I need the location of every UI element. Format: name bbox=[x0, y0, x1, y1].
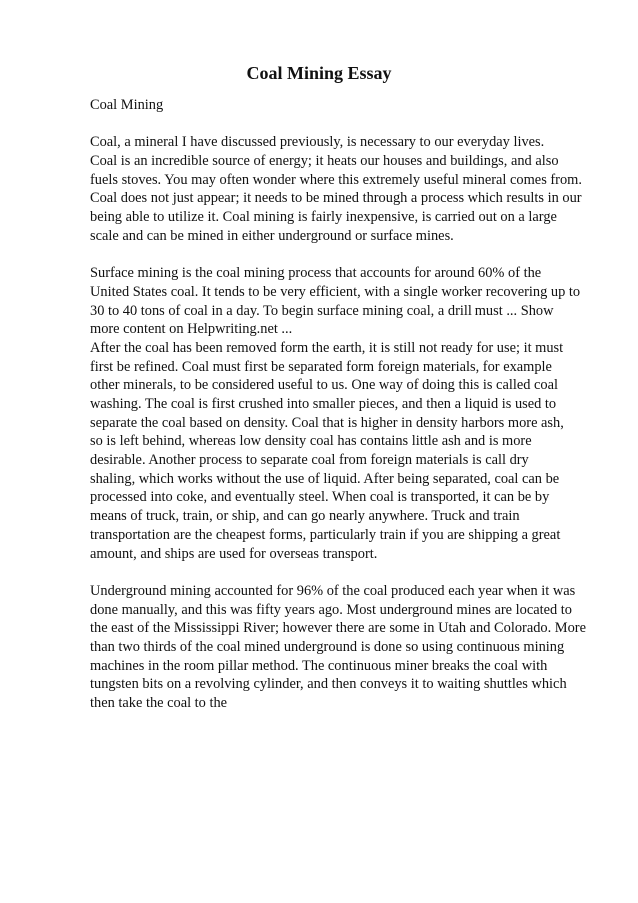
paragraph-gap bbox=[90, 246, 590, 265]
text-line: separate the coal based on density. Coal that is higher in density harbors more ash, bbox=[90, 414, 564, 431]
paragraph-gap bbox=[90, 563, 590, 582]
text-line: After the coal has been removed form the earth, it is still not ready for use; it must bbox=[90, 339, 564, 356]
text-line: Surface mining is the coal mining process that accounts for around 60% of the bbox=[90, 265, 542, 282]
text-line: so is left behind, whereas low density coal has contains little ash and is more bbox=[90, 433, 532, 450]
text-line: scale and can be mined in either underground or surface mines. bbox=[90, 227, 454, 244]
paragraph-intro bbox=[90, 133, 590, 245]
text-line: means of truck, train, or ship, and can go nearly anywhere. Truck and train bbox=[90, 508, 520, 525]
text-line: Coal is an incredible source of energy; it heats our houses and buildings, and also bbox=[90, 153, 559, 170]
paragraph-gap bbox=[90, 115, 590, 134]
document-body bbox=[90, 96, 590, 713]
text-line: done manually, and this was fifty years ago. Most underground mines are located to bbox=[90, 601, 572, 618]
text-line: Coal does not just appear; it needs to be mined through a process which results in our bbox=[90, 190, 582, 207]
text-line: processed into coke, and eventually steel. When coal is transported, it can be by bbox=[90, 489, 550, 506]
text-line: United States coal. It tends to be very efficient, with a single worker recovering up to bbox=[90, 283, 581, 300]
text-line: fuels stoves. You may often wonder where this extremely useful mineral comes from. bbox=[90, 171, 582, 188]
text-line: then take the coal to the bbox=[90, 695, 228, 711]
text-line: machines in the room pillar method. The continuous miner breaks the coal with bbox=[90, 657, 548, 674]
paragraph-surface-mining bbox=[90, 264, 590, 563]
text-line: amount, and ships are used for overseas transport. bbox=[90, 545, 378, 562]
text-line: transportation are the cheapest forms, particularly train if you are shipping a great bbox=[90, 526, 561, 543]
text-line: other minerals, to be considered useful to us. One way of doing this is called coal bbox=[90, 377, 558, 394]
text-line: first be refined. Coal must first be separated form foreign materials, for example bbox=[90, 358, 552, 375]
text-line: the east of the Mississippi River; however there are some in Utah and Colorado. More bbox=[90, 620, 586, 637]
text-line: Underground mining accounted for 96% of the coal produced each year when it was bbox=[90, 582, 576, 599]
text-line: shaling, which works without the use of liquid. After being separated, coal can be bbox=[90, 470, 560, 487]
text-line: more content on Helpwriting.net ... bbox=[90, 321, 293, 338]
document-title: Coal Mining Essay bbox=[246, 63, 392, 83]
text-line: than two thirds of the coal mined underground is done so using continuous mining bbox=[90, 638, 565, 655]
paragraph-underground-mining bbox=[90, 582, 590, 713]
text-line: being able to utilize it. Coal mining is fairly inexpensive, is carried out on a large bbox=[90, 209, 557, 226]
text-line: washing. The coal is first crushed into smaller pieces, and then a liquid is used to bbox=[90, 396, 557, 412]
text-line: tungsten bits on a revolving cylinder, and then conveys it to waiting shuttles which bbox=[90, 676, 567, 693]
text-line: 30 to 40 tons of coal in a day. To begin surface mining coal, a drill must ... Show bbox=[90, 302, 554, 319]
text-line: Coal, a mineral I have discussed previously, is necessary to our everyday lives. bbox=[90, 134, 545, 151]
text-line: desirable. Another process to separate coal from foreign materials is call dry bbox=[90, 452, 529, 469]
document-subtitle: Coal Mining bbox=[90, 97, 164, 113]
